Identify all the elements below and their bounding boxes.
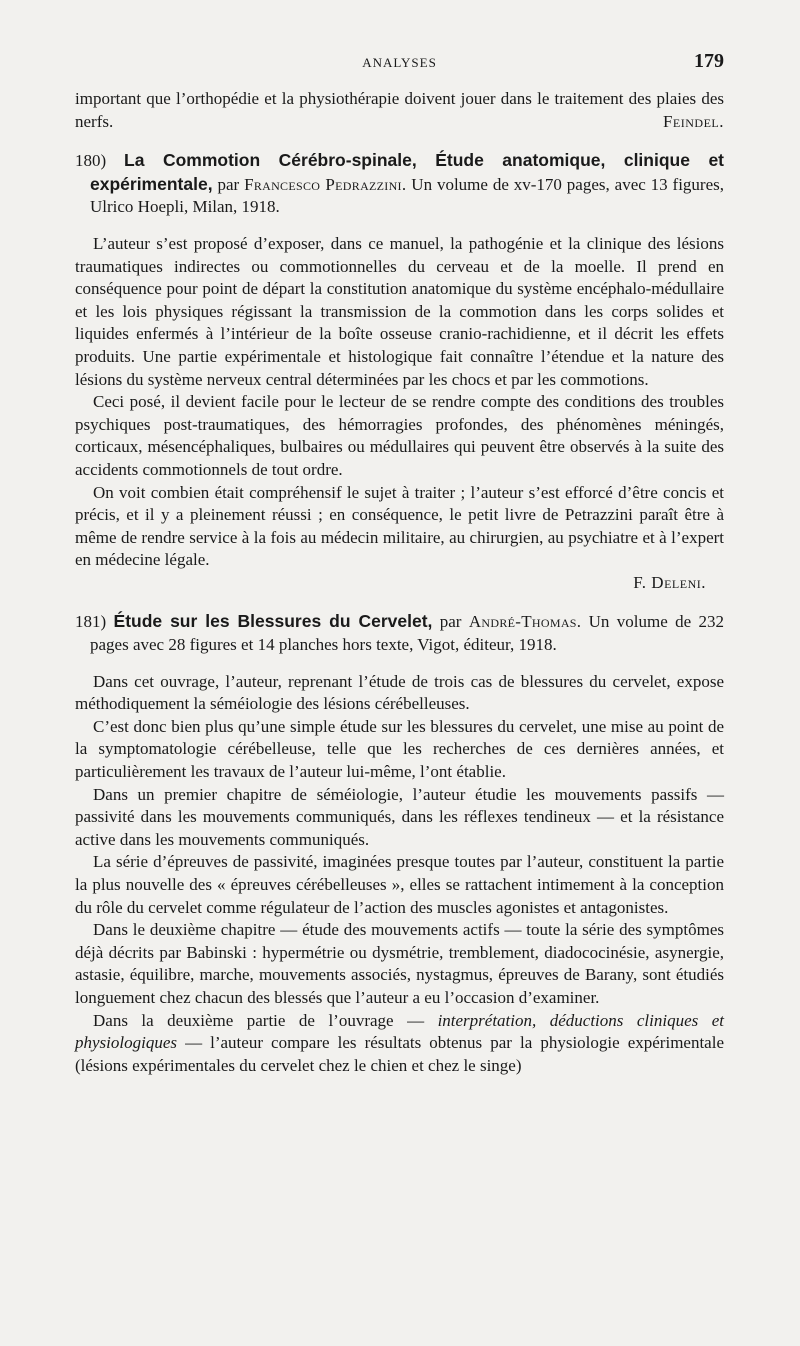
article-180-by: par [217, 174, 240, 194]
article-180-paragraph: On voit combien était compréhensif le sujet à traiter ; l’auteur s’est efforcé d’être concis et précis, et il y a pleinement réussi ; en conséquence, le petit livre de Petrazzini paraît être à même de rendre service à la fois au médecin militaire, au chirurgien, au psychiatre et à l’expert en médecine légale. [75, 482, 724, 570]
running-header [75, 50, 724, 80]
article-181-heading [75, 610, 724, 656]
article-180-paragraph: Ceci posé, il devient facile pour le lecteur de se rendre compte des conditions des troubles psychiques post-traumatiques, des hémorragies profondes, des phénomènes méningés, corticaux, mésencéphaliques, bulbaires ou médullaires qui peuvent être observés à la suite des accidents commotionnels de tout ordre. [75, 392, 724, 479]
article-180-author: Francesco Pedrazzini. [244, 174, 407, 194]
article-180-heading [75, 149, 724, 219]
intro-signature: Feindel. [662, 111, 724, 131]
article-180-details: Un volume de xv-170 pages, avec 13 figures, Ulrico Hoepli, Milan, 1918. [90, 174, 725, 217]
intro-paragraph: important que l’orthopédie et la physiothérapie doivent jouer dans le traitement des plaies des nerfs. [75, 89, 724, 131]
page-number: 179 [694, 50, 724, 72]
article-181-paragraph: Dans le deuxième chapitre — étude des mouvements actifs — toute la série des symptômes déjà décrits par Babinski : hypermétrie ou dysmétrie, tremblement, diadococinésie, asynergie, astasie, équilibre, marche, mouvements associés, nystagmus, épreuves de Barany, sont étudiés longuement chez chacun des blessés que l’auteur a eu l’occasion d’examiner. [75, 920, 724, 1007]
article-181-paragraph: Dans cet ouvrage, l’auteur, reprenant l’étude de trois cas de blessures du cervelet, expose méthodiquement la séméiologie des lésions cérébelleuses. [75, 671, 724, 714]
article-180-paragraph: L’auteur s’est proposé d’exposer, dans ce manuel, la pathogénie et la clinique des lésions traumatiques indirectes ou commotionnelles du cerveau et de la moelle. Il prend en conséquence pour point de départ la constitution anatomique du système encéphalo-médullaire et les lois physiques régissant la transmission de la commotion dans les corps solides et liquides enfermés à l’intérieur de la boîte osseuse cranio-rachidienne, et il décrit les effets produits. Une partie expérimentale et histologique fait connaître l’étendue et la nature des lésions du système nerveux central déterminées par les chocs et par les commotions. [75, 233, 724, 389]
page-body [75, 88, 724, 1077]
article-181-title: Étude sur les Blessures du Cervelet, [113, 611, 433, 632]
article-181-details: Un volume de 232 pages avec 28 figures et 14 planches hors texte, Vigot, éditeur, 1918. [90, 612, 724, 655]
last-paragraph-start: Dans la deuxième partie de l’ouvrage — [93, 1010, 425, 1030]
running-title: ANALYSES [362, 55, 437, 70]
article-180-number: 180) [75, 151, 107, 171]
article-181-paragraph: La série d’épreuves de passivité, imaginées presque toutes par l’auteur, constituent la partie la plus nouvelle des « épreuves cérébelleuses », elles se rattachent intimement à la conception du rôle du cervelet comme régulateur de l’action des muscles agonistes et antagonistes. [75, 852, 724, 917]
article-181-author: André-Thomas. [468, 612, 582, 632]
article-180-signature: F. Deleni. [633, 572, 706, 592]
article-180-title: La Commotion Cérébro-spinale, Étude anatomique, clinique et expérimentale, [90, 150, 725, 194]
article-181-paragraph: Dans un premier chapitre de séméiologie, l’auteur étudie les mouvements passifs — passivité dans les mouvements communiqués, dans les réflexes tendineux — et la résistance active dans les mouvements communiqués. [75, 784, 724, 849]
article-181-paragraph: C’est donc bien plus qu’une simple étude sur les blessures du cervelet, une mise au point de la symptomatologie cérébelleuse, telle que les recherches de ces dernières années, et particulièrement les travaux de l’auteur lui-même, l’ont établie. [75, 716, 724, 782]
article-181-by: par [439, 612, 462, 632]
last-paragraph-italic: interprétation, déductions cliniques et physiologiques [75, 1010, 724, 1053]
last-paragraph-end: — l’auteur compare les résultats obtenus par la physiologie expérimentale (lésions expérimentales du cervelet chez le chien et chez le singe) [75, 1033, 724, 1075]
article-181-last-paragraph [75, 1010, 724, 1078]
article-181-number: 181) [75, 612, 107, 632]
